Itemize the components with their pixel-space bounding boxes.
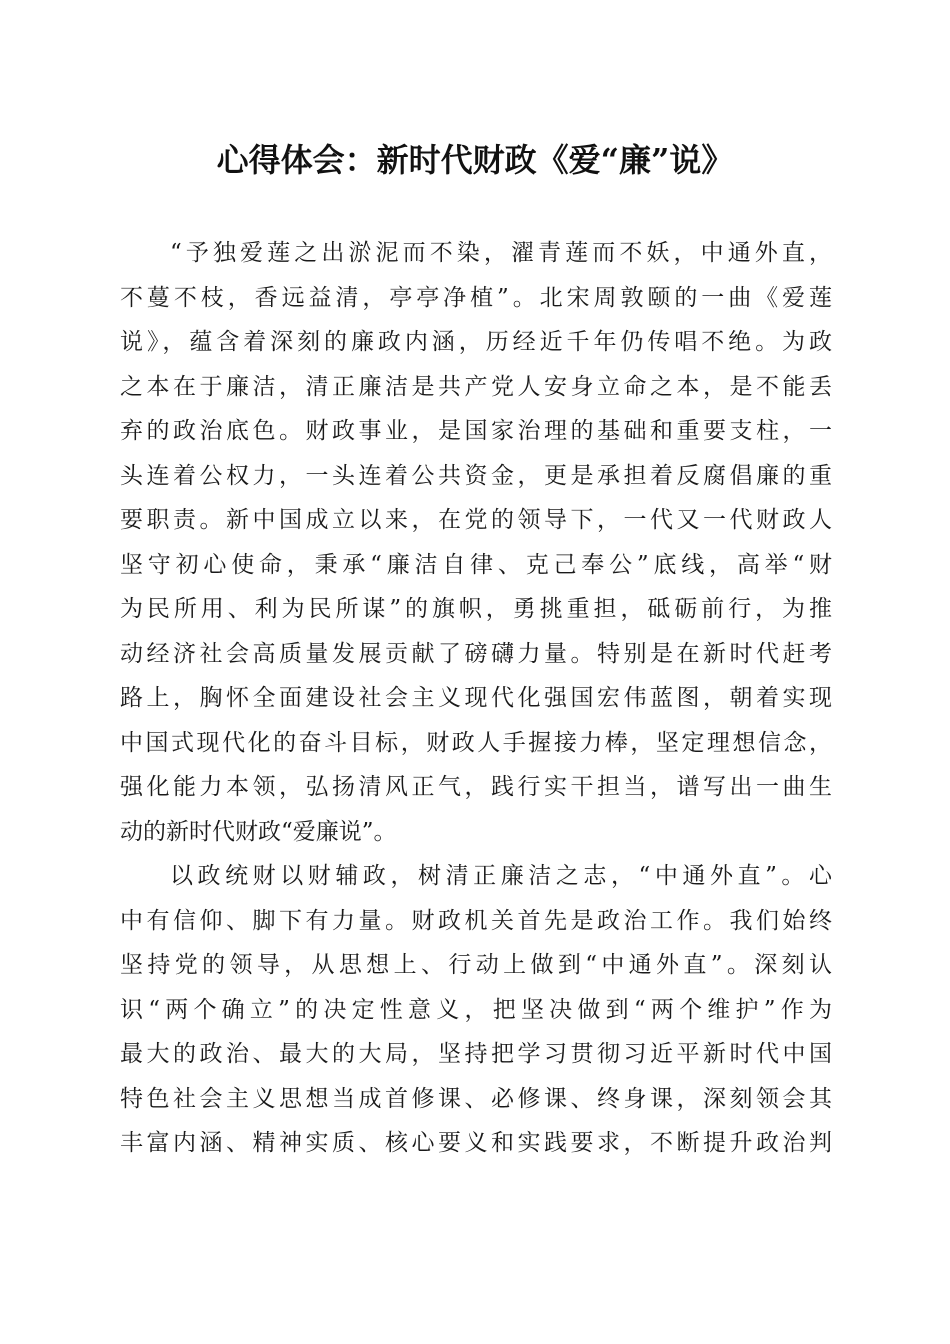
paragraph-1-line: 动经济社会高质量发展贡献了磅礴力量。特别是在新时代赶考 xyxy=(120,640,832,667)
paragraph-1-line: 强化能力本领，弘扬清风正气，践行实干担当，谱写出一曲生 xyxy=(120,774,832,800)
paragraph-2-line: 特色社会主义思想当成首修课、必修课、终身课，深刻领会其 xyxy=(120,1085,832,1112)
paragraph-1-line: 中国式现代化的奋斗目标，财政人手握接力棒，坚定理想信念， xyxy=(120,729,832,756)
paragraph-2-line: 坚持党的领导，从思想上、行动上做到“中通外直”。深刻认 xyxy=(120,952,832,978)
paragraph-1-line: 不蔓不枝，香远益清，亭亭净植”。北宋周敦颐的一曲《爱莲 xyxy=(120,284,832,311)
paragraph-1-line: 头连着公权力，一头连着公共资金，更是承担着反腐倡廉的重 xyxy=(120,462,832,489)
paragraph-1-line: “予独爱莲之出淤泥而不染，濯青莲而不妖，中通外直， xyxy=(170,240,832,266)
paragraph-2-line: 以政统财以财辅政，树清正廉洁之志，“中通外直”。心 xyxy=(170,863,832,889)
paragraph-2-line: 最大的政治、最大的大局，坚持把学习贯彻习近平新时代中国 xyxy=(120,1041,832,1067)
paragraph-1-line: 坚守初心使命，秉承“廉洁自律、克己奉公”底线，高举“财 xyxy=(120,551,832,578)
document-body xyxy=(120,231,832,1166)
paragraph-1-line: 动的新时代财政“爱廉说”。 xyxy=(120,818,397,845)
paragraph-1-line: 路上，胸怀全面建设社会主义现代化强国宏伟蓝图，朝着实现 xyxy=(120,685,832,711)
paragraph-1-line: 为民所用、利为民所谋”的旗帜，勇挑重担，砥砺前行，为推 xyxy=(120,596,832,622)
paragraph-1-line: 弃的政治底色。财政事业，是国家治理的基础和重要支柱，一 xyxy=(120,418,832,444)
paragraph-1-line: 说》，蕴含着深刻的廉政内涵，历经近千年仍传唱不绝。为政 xyxy=(120,329,832,355)
paragraph-1-line: 之本在于廉洁，清正廉洁是共产党人安身立命之本，是不能丢 xyxy=(120,373,832,400)
paragraph-1-line: 要职责。新中国成立以来，在党的领导下，一代又一代财政人 xyxy=(120,507,832,533)
paragraph-2-line: 丰富内涵、精神实质、核心要义和实践要求，不断提升政治判 xyxy=(120,1130,832,1156)
paragraph-2-line: 中有信仰、脚下有力量。财政机关首先是政治工作。我们始终 xyxy=(120,907,832,934)
document-title: 心得体会：新时代财政《爱“廉”说》 xyxy=(216,141,734,179)
paragraph-2-line: 识“两个确立”的决定性意义，把坚决做到“两个维护”作为 xyxy=(120,996,832,1023)
